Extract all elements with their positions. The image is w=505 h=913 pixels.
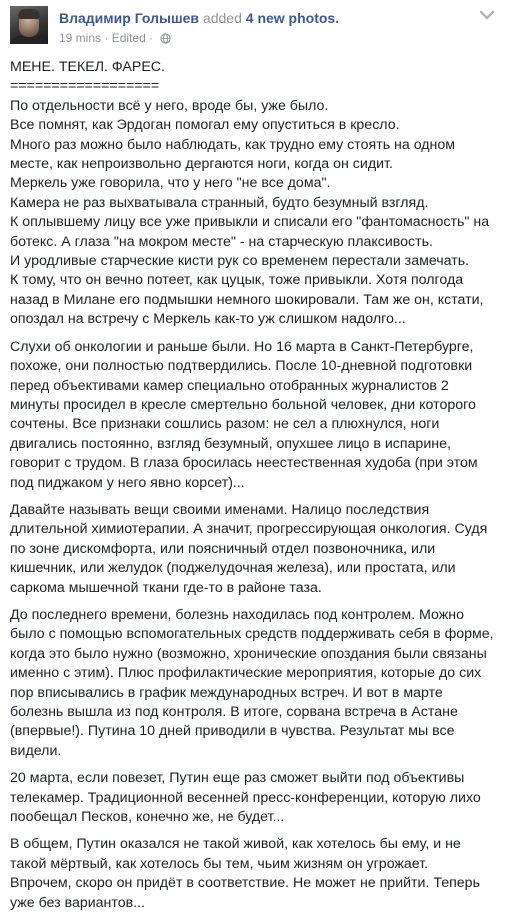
meta-separator-2: ·: [149, 31, 154, 45]
text-line: В общем, Путин оказался не такой живой, как хотелось бы ему, и не: [10, 836, 461, 853]
globe-icon[interactable]: [160, 33, 171, 44]
post-paragraph: [10, 501, 500, 598]
text-line: Слухи об онкологии и раньше были. Но 16 марта в Санкт-Петербурге,: [10, 338, 474, 355]
text-line: перед объективами камер специально отобранных журналистов 2: [10, 377, 449, 394]
text-line: саркома мышечной ткани где-то в районе таза.: [10, 579, 322, 596]
post-paragraph: [10, 606, 500, 761]
text-line: кишечник, или желудок (поджелудочная железа), или простата, или: [10, 560, 456, 577]
edited-link[interactable]: Edited: [111, 31, 146, 45]
avatar-hair: [18, 9, 40, 19]
text-line: По отдельности всё у него, вроде бы, уже было.: [10, 97, 329, 114]
text-line: опоздал на встречу с Меркель как-то уж слишком надолго...: [10, 311, 406, 328]
text-line: под пиджаком у него явно корсет)...: [10, 474, 245, 491]
text-line: месте, как непроизвольно дергаются ноги, когда он сидит.: [10, 156, 393, 173]
text-line: ==================: [10, 78, 160, 95]
text-line: Меркель уже говорила, что у него "не все дома".: [10, 175, 331, 192]
text-line: Много раз можно было наблюдать, как трудно ему стоять на одном: [10, 136, 456, 153]
text-line: когда это было нужно (возможно, хронические опоздания были связаны: [10, 645, 487, 662]
post-meta: [59, 31, 171, 45]
author-avatar[interactable]: [10, 6, 48, 44]
text-line: До последнего времени, болезнь находилась под контролем. Можно: [10, 606, 464, 623]
post-action-verb: added: [202, 10, 242, 26]
text-line: Все помнят, как Эрдоган помогал ему опуститься в кресло.: [10, 117, 400, 134]
paragraph-gap: [10, 330, 500, 338]
text-line: двигались постоянно, взгляд безумный, опухшее лицо в испарине,: [10, 435, 451, 452]
text-line: Камера не раз выхватывала странный, будто безумный взгляд.: [10, 194, 429, 211]
text-line: (впервые!). Путина 10 дней приводили в чувства. Результат мы все: [10, 723, 455, 740]
text-line: такой мёртвый, как хотелось бы тем, чьим жизням он угрожает.: [10, 855, 429, 872]
text-line: К оплывшему лицу все уже привыкли и списали его "фантомасность" на: [10, 214, 490, 231]
text-line: назад в Милане его подмышки немного шокировали. Там же он, кстати,: [10, 291, 484, 308]
post-paragraph: [10, 58, 500, 330]
text-line: длительной химиотерапии. А значит, прогрессирующая онкология. Судя: [10, 521, 488, 538]
text-line: Впрочем, скоро он придёт в соответствие. Не может не прийти. Теперь: [10, 875, 480, 892]
new-photos-link[interactable]: 4 new photos.: [245, 10, 340, 26]
paragraph-gap: [10, 598, 500, 606]
text-line: телекамер. Традиционной весенней пресс-конференции, которую лихо: [10, 789, 481, 806]
text-line: сочтены. Все признаки сошлись разом: не сел а плюхнулся, ноги: [10, 416, 440, 433]
post-paragraph: [10, 835, 500, 913]
post-header: [0, 0, 505, 52]
chevron-down-icon[interactable]: [479, 9, 495, 21]
text-line: минуты просидел в кресле смертельно больной человек, дни которого: [10, 396, 476, 413]
post-headline: [59, 10, 339, 27]
text-line: говорит с трудом. В глаза бросилась неестественная худоба (при этом: [10, 455, 478, 472]
text-line: К тому, что он вечно потеет, как цуцык, тоже привыкли. Хотя полгода: [10, 272, 464, 289]
paragraph-gap: [10, 493, 500, 501]
text-line: 20 марта, если повезет, Путин еще раз сможет выйти под объективы: [10, 770, 465, 787]
post-body-text: [10, 58, 500, 913]
text-line: уже без вариантов...: [10, 894, 145, 911]
post-paragraph: [10, 338, 500, 493]
post-paragraph: [10, 769, 500, 827]
paragraph-gap: [10, 761, 500, 769]
text-line: МЕНЕ. ТЕКЕЛ. ФАРЕС.: [10, 59, 165, 75]
text-line: именно с этим). Плюс профилактические мероприятия, которые до сих: [10, 665, 482, 682]
text-line: пообещал Песков, конечно же, не будет...: [10, 809, 285, 826]
text-line: похоже, они полностью подтвердились. После 10-дневной подготовки: [10, 358, 473, 375]
meta-separator: ·: [104, 31, 109, 45]
text-line: Давайте называть вещи своими именами. Налицо последствия: [10, 501, 430, 518]
text-line: было с помощью вспомогательных средств поддерживать себя в форме,: [10, 626, 494, 643]
text-line: болезнь вышла из под контроля. В итоге, сорвана встреча в Астане: [10, 704, 458, 720]
paragraph-gap: [10, 827, 500, 835]
text-line: пор вписывались в график международных встреч. И вот в марте: [10, 684, 443, 701]
post-timestamp[interactable]: 19 mins: [59, 31, 102, 45]
text-line: ботекс. А глаза "на мокром месте" - на старческую плаксивость.: [10, 233, 433, 250]
text-line: И уродливые старческие кисти рук со временем перестали замечать.: [10, 253, 470, 270]
text-line: по зоне дискомфорта, или поясничный отдел позвоночника, или: [10, 540, 436, 557]
author-name-link[interactable]: Владимир Голышев: [59, 10, 200, 26]
text-line: видели.: [10, 742, 62, 759]
